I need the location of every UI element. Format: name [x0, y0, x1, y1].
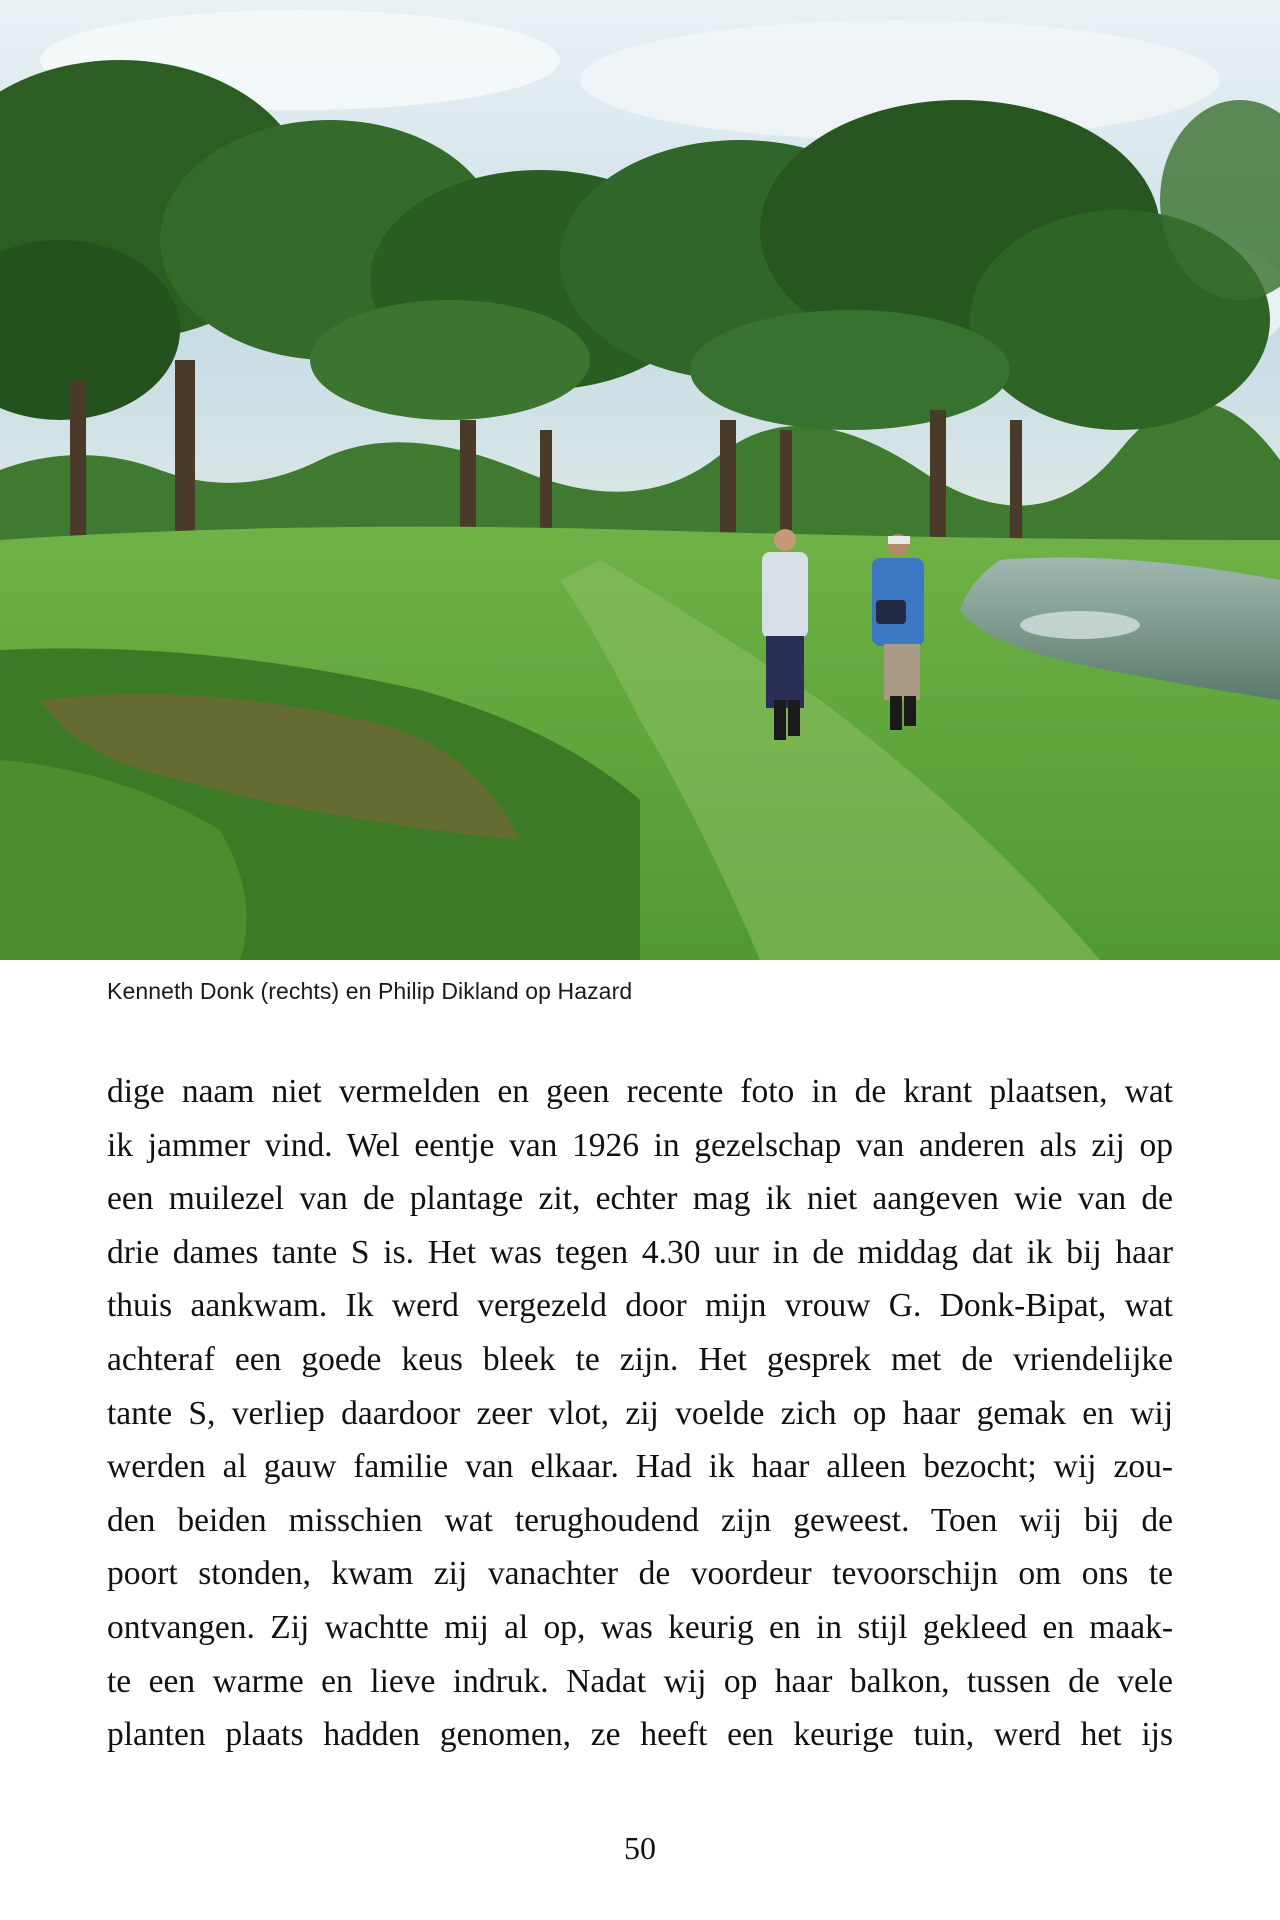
text-line: drie dames tante S is. Het was tegen 4.30 uur in de middag dat ik bij haar: [107, 1233, 1173, 1271]
text-line: ontvangen. Zij wachtte mij al op, was keurig en in stijl gekleed en maak-: [107, 1608, 1173, 1646]
text-line: een muilezel van de plantage zit, echter mag ik niet aangeven wie van de: [107, 1180, 1173, 1218]
photo-caption: Kenneth Donk (rechts) en Philip Dikland op Hazard: [107, 978, 633, 1004]
text-line: ik jammer vind. Wel eentje van 1926 in gezelschap van anderen als zij op: [107, 1126, 1173, 1164]
page-number: 50: [624, 1830, 656, 1866]
text-line: tante S, verliep daardoor zeer vlot, zij voelde zich op haar gemak en wij: [107, 1394, 1173, 1432]
text-line: poort stonden, kwam zij vanachter de voordeur tevoorschijn om ons te: [107, 1555, 1173, 1593]
text-line: werden al gauw familie van elkaar. Had ik haar alleen bezocht; wij zou-: [107, 1448, 1173, 1486]
text-line: thuis aankwam. Ik werd vergezeld door mijn vrouw G. Donk-Bipat, wat: [107, 1287, 1173, 1325]
text-line: planten plaats hadden genomen, ze heeft een keurige tuin, werd het ijs: [107, 1716, 1173, 1754]
body-text: [107, 1065, 1173, 1762]
text-line: te een warme en lieve indruk. Nadat wij op haar balkon, tussen de vele: [107, 1662, 1173, 1700]
text-line: achteraf een goede keus bleek te zijn. Het gesprek met de vriendelijke: [107, 1340, 1173, 1378]
text-line: dige naam niet vermelden en geen recente foto in de krant plaatsen, wat: [107, 1073, 1173, 1110]
text-line: den beiden misschien wat terughoudend zijn geweest. Toen wij bij de: [107, 1501, 1173, 1539]
